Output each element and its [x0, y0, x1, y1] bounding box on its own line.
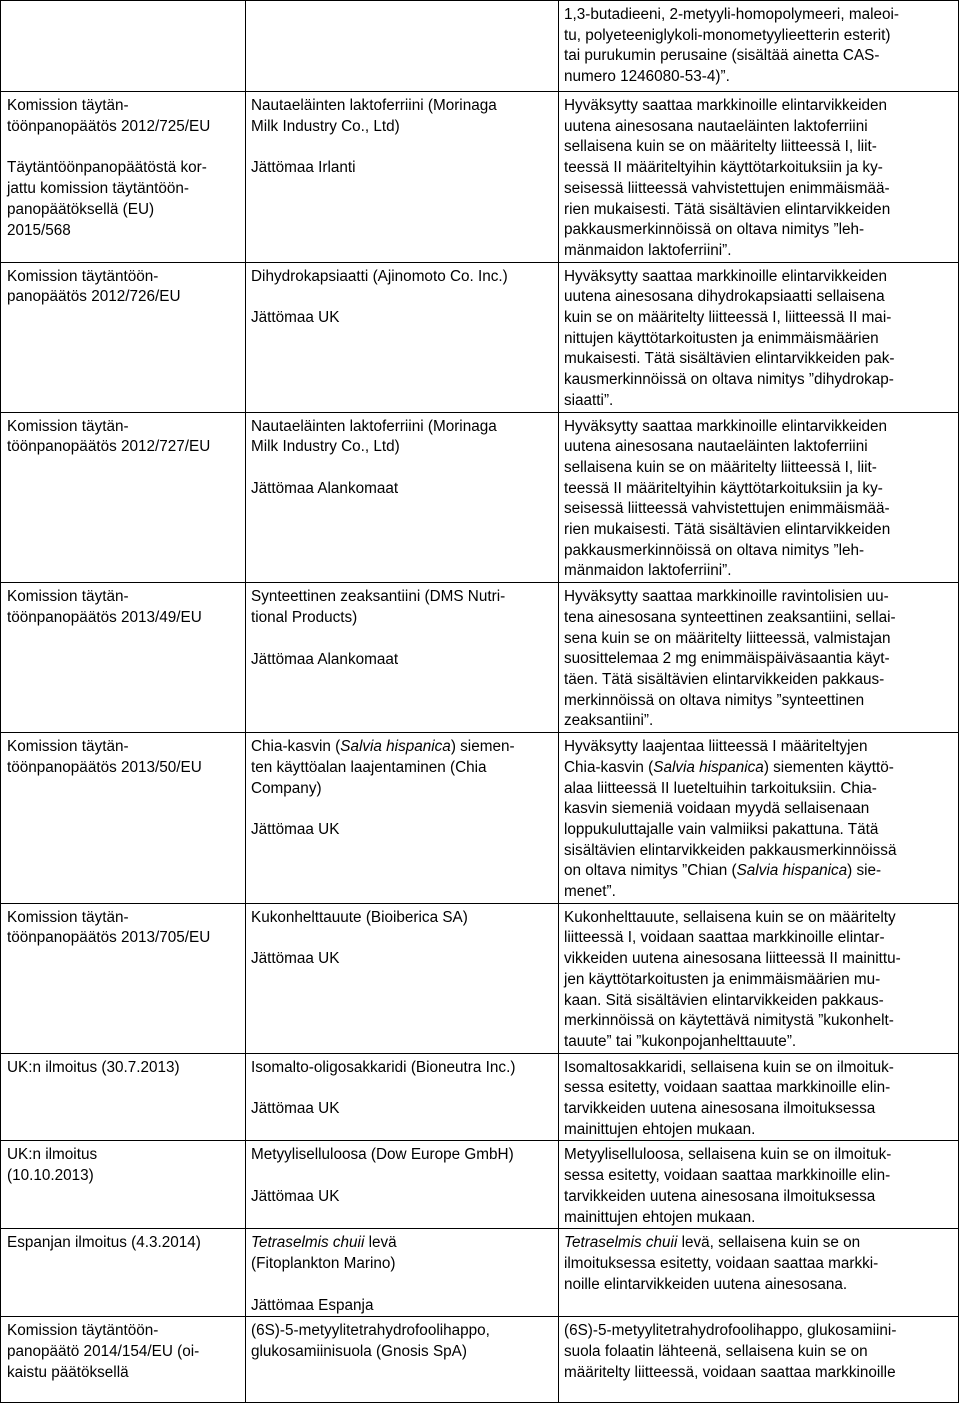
text-line: Metyyliselluloosa, sellaisena kuin se on ilmoituk- — [564, 1146, 892, 1164]
table-row — [1, 583, 959, 733]
text-line: uutena ainesosana nautaeläinten laktoferriini — [564, 438, 868, 456]
text-line: Chia-kasvin (Salvia hispanica) siemen- — [251, 738, 515, 756]
conditions-cell — [559, 583, 959, 733]
text-line: tional Products) — [251, 608, 358, 626]
text-line: Kukonhelttauute (Bioiberica SA) — [251, 908, 468, 926]
text-line: töönpanopäätös 2013/50/EU — [7, 758, 202, 776]
conditions-cell — [559, 733, 959, 904]
text-line: sena kuin se on määritelty liitteessä, valmistajan — [564, 629, 891, 647]
text-line: merkinnöissä on käytettävä nimitystä ”kukonhelt- — [564, 1012, 894, 1030]
product-cell — [246, 1053, 559, 1141]
text-line: Milk Industry Co., Ltd) — [251, 117, 400, 135]
text-line: tauute” tai ”kukonpojanhelttauute”. — [564, 1032, 797, 1050]
text-line: töönpanopäätös 2013/49/EU — [7, 608, 202, 626]
conditions-cell — [559, 262, 959, 412]
text-line: Jättömaa UK — [251, 1100, 340, 1118]
text-line: suola folaatin lähteenä, sellaisena kuin se on — [564, 1343, 868, 1361]
text-line: noille elintarvikkeiden uutena ainesosana. — [564, 1275, 848, 1293]
text-line: jen käyttötarkoitusten ja enimmäismäärien mu- — [564, 970, 881, 988]
text-line: pakkausmerkinnöissä on oltava nimitys ”leh- — [564, 221, 865, 239]
table-row — [1, 1053, 959, 1141]
text-line: Jättömaa Alankomaat — [251, 650, 399, 668]
product-cell — [246, 412, 559, 583]
text-line: Komission täytäntöön- — [7, 1322, 159, 1340]
text-line: sellaisena kuin se on määritelty liitteessä I, liit- — [564, 458, 877, 476]
text-line: Komission täytän- — [7, 97, 129, 114]
product-cell — [246, 583, 559, 733]
text-line: Nautaeläinten laktoferriini (Morinaga — [251, 417, 497, 435]
conditions-cell — [559, 412, 959, 583]
decision-cell — [1, 1053, 246, 1141]
text-line: rien mukaisesti. Tätä sisältävien elintarvikkeiden — [564, 521, 891, 539]
text-line: töönpanopäätös 2013/705/EU — [7, 929, 211, 947]
text-line: Hyväksytty saattaa markkinoille elintarvikkeiden — [564, 267, 888, 285]
text-line: Jättömaa UK — [251, 1188, 340, 1206]
decision-cell — [1, 1, 246, 92]
text-line: töönpanopäätös 2012/727/EU — [7, 438, 211, 456]
text-line: rien mukaisesti. Tätä sisältävien elintarvikkeiden — [564, 200, 891, 218]
text-line: Milk Industry Co., Ltd) — [251, 438, 400, 456]
product-cell — [246, 1, 559, 92]
text-line: tena ainesosana synteettinen zeaksantiini, sellai- — [564, 608, 896, 626]
table-row — [1, 412, 959, 583]
text-line: Komission täytän- — [7, 908, 129, 926]
text-line: Jättömaa UK — [251, 821, 340, 839]
text-line: loppukuluttajalle vain valmiiksi pakattuna. Tätä — [564, 820, 879, 838]
text-line: Hyväksytty saattaa markkinoille elintarvikkeiden — [564, 97, 888, 114]
text-line: UK:n ilmoitus — [7, 1146, 98, 1164]
text-line: sessa esitetty, voidaan saattaa markkinoille elin- — [564, 1167, 891, 1185]
text-line: jattu komission täytäntöön- — [7, 180, 189, 198]
table-row — [1, 1317, 959, 1403]
text-line: Metyyliselluloosa (Dow Europe GmbH) — [251, 1146, 514, 1164]
conditions-cell — [559, 1141, 959, 1229]
text-line: suosittelemaa 2 mg enimmäispäiväsaantia käyt- — [564, 650, 890, 668]
decision-cell — [1, 733, 246, 904]
text-line: Company) — [251, 779, 322, 797]
decision-cell — [1, 583, 246, 733]
text-line: seisessä liitteessä vahvistettujen enimmäismää- — [564, 179, 890, 197]
text-line: Hyväksytty saattaa markkinoille elintarvikkeiden — [564, 417, 888, 435]
decision-cell — [1, 1229, 246, 1317]
text-line: glukosamiinisuola (Gnosis SpA) — [251, 1343, 467, 1361]
text-line: merkinnöissä on oltava nimitys ”synteettinen — [564, 691, 865, 709]
text-line: on oltava nimitys ”Chian (Salvia hispanica) sie- — [564, 862, 882, 880]
text-line: Hyväksytty laajentaa liitteessä I määriteltyjen — [564, 738, 868, 756]
text-line: Tetraselmis chuii levä — [251, 1234, 397, 1252]
text-line: Jättömaa UK — [251, 309, 340, 327]
text-line: täen. Tätä sisältävien elintarvikkeiden pakkaus- — [564, 670, 885, 688]
text-line: kasvin siemeniä voidaan myydä sellaisenaan — [564, 800, 870, 818]
conditions-cell — [559, 1317, 959, 1403]
product-cell — [246, 1141, 559, 1229]
product-cell — [246, 1229, 559, 1317]
text-line: Dihydrokapsiaatti (Ajinomoto Co. Inc.) — [251, 267, 508, 285]
conditions-cell — [559, 1053, 959, 1141]
text-line: zeaksantiini”. — [564, 712, 654, 730]
text-line: mainittujen ehtojen mukaan. — [564, 1120, 756, 1138]
table-body — [1, 1, 959, 1403]
text-line: (10.10.2013) — [7, 1167, 94, 1185]
table-row — [1, 903, 959, 1053]
text-line — [251, 1078, 554, 1099]
text-line: Tetraselmis chuii levä, sellaisena kuin se on — [564, 1234, 861, 1252]
product-cell — [246, 92, 559, 263]
text-line: kuin se on määritelty liitteessä I, liitteessä II mai- — [564, 309, 892, 327]
text-line: menet”. — [564, 883, 616, 901]
product-cell — [246, 903, 559, 1053]
text-line: mänmaidon laktoferriini”. — [564, 241, 732, 259]
text-line: seisessä liitteessä vahvistettujen enimmäismää- — [564, 500, 890, 518]
text-line: panopäätös 2012/726/EU — [7, 288, 181, 306]
text-line: mainittujen ehtojen mukaan. — [564, 1208, 756, 1226]
text-line: Nautaeläinten laktoferriini (Morinaga — [251, 97, 497, 114]
decision-cell — [1, 92, 246, 263]
text-line: panopäätö 2014/154/EU (oi- — [7, 1343, 200, 1361]
text-line — [251, 458, 554, 479]
text-line: teessä II määriteltyihin käyttötarkoituksiin ja ky- — [564, 479, 883, 497]
text-line: pakkausmerkinnöissä on oltava nimitys ”leh- — [564, 541, 865, 559]
text-line: mänmaidon laktoferriini”. — [564, 562, 732, 580]
text-line: vikkeiden uutena ainesosana liitteessä II mainittu- — [564, 950, 901, 968]
table-row — [1, 262, 959, 412]
text-line: töönpanopäätös 2012/725/EU — [7, 117, 211, 135]
text-line: 2015/568 — [7, 221, 71, 239]
text-line: Kukonhelttauute, sellaisena kuin se on määritelty — [564, 908, 896, 926]
text-line: Komission täytän- — [7, 417, 129, 435]
text-line — [251, 799, 554, 820]
text-line: numero 1246080-53-4)”. — [564, 68, 730, 86]
text-line: kaan. Sitä sisältävien elintarvikkeiden pakkaus- — [564, 991, 884, 1009]
conditions-cell — [559, 903, 959, 1053]
text-line: (6S)-5-metyylitetrahydrofoolihappo, — [251, 1322, 490, 1340]
text-line: määritelty liitteessä, voidaan saattaa markkinoille — [564, 1363, 896, 1381]
decision-cell — [1, 412, 246, 583]
text-line: Isomalto-oligosakkaridi (Bioneutra Inc.) — [251, 1058, 516, 1076]
text-line: sisältävien elintarvikkeiden pakkausmerkinnöissä — [564, 841, 897, 859]
conditions-cell — [559, 1, 959, 92]
text-line: sessa esitetty, voidaan saattaa markkinoille elin- — [564, 1079, 891, 1097]
text-line: teessä II määriteltyihin käyttötarkoituksiin ja ky- — [564, 159, 883, 177]
text-line: alaa liitteessä II lueteltuihin tarkoituksiin. Chia- — [564, 779, 877, 797]
product-cell — [246, 1317, 559, 1403]
text-line: panopäätöksellä (EU) — [7, 200, 155, 218]
product-cell — [246, 262, 559, 412]
text-line: (Fitoplankton Marino) — [251, 1254, 396, 1272]
text-line: sellaisena kuin se on määritelty liitteessä I, liit- — [564, 138, 877, 156]
text-line: Komission täytäntöön- — [7, 267, 159, 285]
text-line: Jättömaa Irlanti — [251, 159, 356, 177]
text-line: kausmerkinnöissä on oltava nimitys ”dihydrokap- — [564, 371, 894, 389]
text-line: Jättömaa Alankomaat — [251, 479, 399, 497]
text-line: Isomaltosakkaridi, sellaisena kuin se on ilmoituk- — [564, 1058, 894, 1076]
text-line — [251, 287, 554, 308]
text-line: UK:n ilmoitus (30.7.2013) — [7, 1058, 180, 1076]
table-row — [1, 92, 959, 263]
text-line — [251, 928, 554, 949]
conditions-cell — [559, 92, 959, 263]
text-line: tu, polyeteeniglykoli-monometyylieetterin esterit) — [564, 26, 891, 44]
decision-cell — [1, 262, 246, 412]
decision-cell — [1, 1141, 246, 1229]
text-line: kaistu päätöksellä — [7, 1363, 129, 1381]
table-row — [1, 1229, 959, 1317]
text-line: Jättömaa UK — [251, 950, 340, 968]
text-line: ilmoituksessa esitetty, voidaan saattaa markki- — [564, 1254, 879, 1272]
text-line: (6S)-5-metyylitetrahydrofoolihappo, glukosamiini- — [564, 1322, 897, 1340]
text-line — [251, 1166, 554, 1187]
text-line — [251, 137, 554, 158]
text-line: ten käyttöalan laajentaminen (Chia — [251, 758, 487, 776]
text-line: uutena ainesosana nautaeläinten laktoferriini — [564, 117, 868, 135]
text-line: tai purukumin perusaine (sisältää ainetta CAS- — [564, 47, 880, 65]
text-line: Chia-kasvin (Salvia hispanica) siementen käyttö- — [564, 758, 894, 776]
text-line: tarvikkeiden uutena ainesosana ilmoituksessa — [564, 1100, 876, 1118]
text-line — [251, 1275, 554, 1296]
text-line: siaatti”. — [564, 391, 614, 409]
table-row — [1, 1, 959, 92]
decision-cell — [1, 903, 246, 1053]
text-line: uutena ainesosana dihydrokapsiaatti sellaisena — [564, 288, 885, 306]
text-line: 1,3-butadieeni, 2-metyyli-homopolymeeri, maleoi- — [564, 6, 899, 23]
text-line — [251, 629, 554, 650]
text-line: Komission täytän- — [7, 738, 129, 756]
text-line: Täytäntöönpanopäätöstä kor- — [7, 159, 207, 177]
product-cell — [246, 733, 559, 904]
text-line: Hyväksytty saattaa markkinoille ravintolisien uu- — [564, 588, 889, 606]
text-line — [7, 137, 241, 158]
text-line: mukaisesti. Tätä sisältävien elintarvikkeiden pak- — [564, 350, 895, 368]
text-line: nittujen käyttötarkoitusten ja enimmäismäärien — [564, 329, 879, 347]
text-line: Komission täytän- — [7, 588, 129, 606]
text-line: Synteettinen zeaksantiini (DMS Nutri- — [251, 588, 506, 606]
table-row — [1, 733, 959, 904]
text-line: tarvikkeiden uutena ainesosana ilmoituksessa — [564, 1187, 876, 1205]
conditions-cell — [559, 1229, 959, 1317]
decision-cell — [1, 1317, 246, 1403]
text-line: liitteessä I, voidaan saattaa markkinoille elintar- — [564, 929, 885, 947]
table-row — [1, 1141, 959, 1229]
text-line: Jättömaa Espanja — [251, 1296, 374, 1314]
text-line: Espanjan ilmoitus (4.3.2014) — [7, 1234, 201, 1252]
